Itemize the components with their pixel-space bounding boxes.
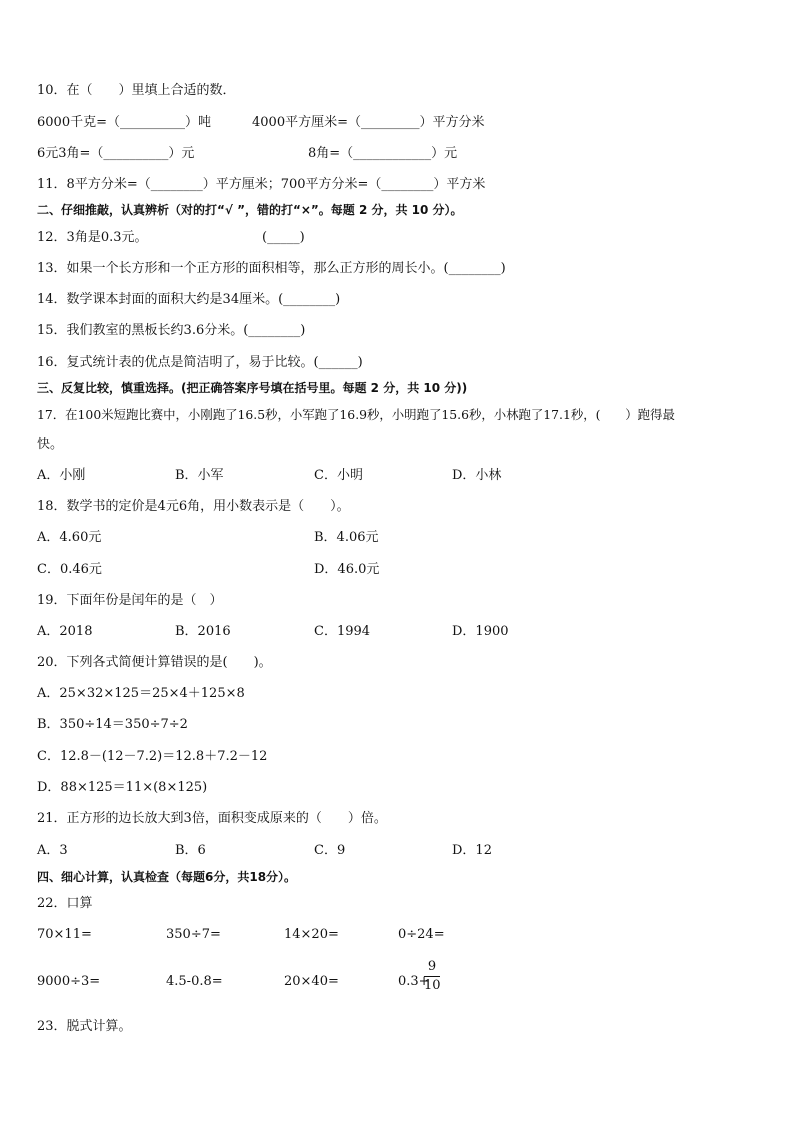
q12-blank: (_____) <box>262 230 305 245</box>
q10-item-3: 6元3角=（__________）元 <box>37 146 195 161</box>
mental-calc-item: 4.5-0.8= <box>166 974 223 989</box>
q18-option-c: C．0.46元 <box>37 562 102 577</box>
mental-calc-item: 70×11= <box>37 927 92 942</box>
fraction-nine-tenths <box>424 959 440 994</box>
q12-text: 12．3角是0.3元。 <box>37 230 148 245</box>
q19-text: 19．下面年份是闰年的是（ ） <box>37 593 223 608</box>
q17-option-a: A．小刚 <box>37 468 86 483</box>
q17-text: 17．在100米短跑比赛中，小刚跑了16.5秒，小军跑了16.9秒，小明跑了15.6秒，小林跑了17.1秒，( ）跑得最 <box>37 407 675 422</box>
q19-option-a: A．2018 <box>37 624 93 639</box>
q18-option-b: B．4.06元 <box>314 530 379 545</box>
q18-text: 18．数学书的定价是4元6角，用小数表示是（ ）。 <box>37 499 350 514</box>
q10-title: 10．在（ ）里填上合适的数． <box>37 83 236 98</box>
mental-calc-item: 20×40= <box>284 974 339 989</box>
mental-calc-item: 350÷7= <box>166 927 221 942</box>
q19-option-c: C．1994 <box>314 624 371 639</box>
section-4-heading: 四、细心计算，认真检查（每题6分，共18分）。 <box>37 870 297 884</box>
mental-calc-item: 0÷24= <box>398 927 445 942</box>
fraction-bar <box>424 976 440 977</box>
fraction-numerator: 9 <box>427 959 437 974</box>
mental-calc-item: 14×20= <box>284 927 339 942</box>
q20-text: 20．下列各式简便计算错误的是( )。 <box>37 655 272 670</box>
fraction-denominator: 10 <box>424 978 441 993</box>
q14-text: 14．数学课本封面的面积大约是34厘米。(________) <box>37 292 341 307</box>
q21-option-d: D．12 <box>452 843 492 858</box>
q15-text: 15．我们教室的黑板长约3.6分米。(________) <box>37 323 306 338</box>
q17-option-b: B．小军 <box>175 468 224 483</box>
q19-option-d: D．1900 <box>452 624 509 639</box>
fraction-expression-prefix: 0.3+ <box>398 974 430 989</box>
q10-item-1: 6000千克=（__________）吨 <box>37 115 211 130</box>
mental-calc-item: 9000÷3= <box>37 974 101 989</box>
q22-title: 22．口算 <box>37 896 93 911</box>
q21-text: 21．正方形的边长放大到3倍，面积变成原来的（ ）倍。 <box>37 811 387 826</box>
section-2-heading: 二、仔细推敲，认真辨析（对的打“√ ”，错的打“×”。每题 2 分，共 10 分）。 <box>37 203 463 217</box>
q17-text-cont: 快。 <box>37 437 64 452</box>
q10-item-4: 8角=（____________）元 <box>308 146 458 161</box>
q21-option-a: A．3 <box>37 843 68 858</box>
q13-text: 13．如果一个长方形和一个正方形的面积相等，那么正方形的周长小。(________) <box>37 261 506 276</box>
q21-option-b: B．6 <box>175 843 206 858</box>
q23-title: 23．脱式计算。 <box>37 1019 132 1034</box>
q18-option-a: A．4.60元 <box>37 530 102 545</box>
q17-option-d: D．小林 <box>452 468 502 483</box>
section-3-heading: 三、反复比较，慎重选择。(把正确答案序号填在括号里。每题 2 分，共 10 分)) <box>37 381 468 395</box>
q20-option-d: D．88×125＝11×(8×125) <box>37 780 208 795</box>
q11-text: 11．8平方分米=（________）平方厘米；700平方分米=（________）平方米 <box>37 177 486 192</box>
q10-item-2: 4000平方厘米=（_________）平方分米 <box>252 115 485 130</box>
q20-option-b: B．350÷14＝350÷7÷2 <box>37 717 188 732</box>
q21-option-c: C．9 <box>314 843 346 858</box>
q16-text: 16．复式统计表的优点是简洁明了，易于比较。(______) <box>37 355 363 370</box>
q17-option-c: C．小明 <box>314 468 363 483</box>
q18-option-d: D．46.0元 <box>314 562 380 577</box>
q20-option-c: C．12.8－(12－7.2)＝12.8＋7.2－12 <box>37 749 268 764</box>
q19-option-b: B．2016 <box>175 624 231 639</box>
q20-option-a: A．25×32×125＝25×4＋125×8 <box>37 686 245 701</box>
